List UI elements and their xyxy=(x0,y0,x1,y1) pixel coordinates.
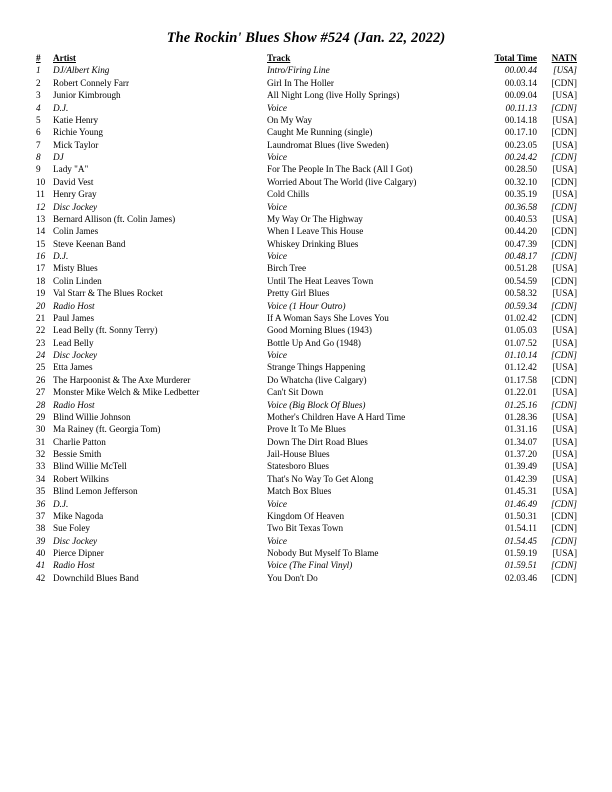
total-time-cell: 01.17.58 xyxy=(504,374,537,385)
nationality-cell: [CDN] xyxy=(550,251,577,261)
artist-cell: Radio Host xyxy=(53,399,95,410)
track-number: 1 xyxy=(36,65,41,76)
track-cell: If A Woman Says She Loves You xyxy=(267,312,389,323)
total-time-cell: 00.40.53 xyxy=(504,213,537,224)
artist-cell: Colin Linden xyxy=(53,275,102,286)
track-cell: Voice (1 Hour Outro) xyxy=(267,300,346,311)
track-number: 40 xyxy=(36,548,46,558)
track-cell: Intro/Firing Line xyxy=(267,65,330,76)
playlist-table xyxy=(36,52,577,584)
track-cell: Birch Tree xyxy=(267,263,307,274)
nationality-cell: [CDN] xyxy=(551,275,577,286)
total-time-cell: 01.37.20 xyxy=(504,449,537,459)
total-time-cell: 01.07.52 xyxy=(504,337,537,348)
table-row xyxy=(36,139,577,151)
track-number: 19 xyxy=(36,288,46,299)
total-time-cell: 00.23.05 xyxy=(504,139,537,150)
table-row xyxy=(36,188,577,200)
nationality-cell: [USA] xyxy=(552,288,577,299)
artist-cell: Blind Lemon Jefferson xyxy=(53,486,138,497)
total-time-cell: 00.00.44 xyxy=(504,65,537,76)
table-row xyxy=(36,436,577,448)
track-cell: That's No Way To Get Along xyxy=(267,473,374,484)
artist-cell: Richie Young xyxy=(53,127,104,138)
track-number: 4 xyxy=(36,102,41,113)
artist-cell: D.J. xyxy=(53,102,69,113)
artist-cell: Downchild Blues Band xyxy=(53,572,139,583)
track-number: 39 xyxy=(36,535,46,546)
nationality-cell: [CDN] xyxy=(551,238,577,249)
table-row xyxy=(36,386,577,398)
table-row xyxy=(36,275,577,287)
nationality-cell: [CDN] xyxy=(551,510,577,521)
track-cell: Voice xyxy=(267,251,287,261)
track-number: 31 xyxy=(36,436,46,447)
total-time-cell: 00.44.20 xyxy=(504,226,537,237)
artist-cell: Pierce Dipner xyxy=(53,548,104,558)
total-time-cell: 00.54.59 xyxy=(504,275,537,286)
track-number: 8 xyxy=(36,152,41,162)
table-row xyxy=(36,312,577,324)
nationality-cell: [CDN] xyxy=(550,102,577,113)
artist-cell: Steve Keenan Band xyxy=(53,238,126,249)
table-row xyxy=(36,114,577,126)
track-cell: Girl In The Holler xyxy=(267,77,334,88)
total-time-cell: 01.46.49 xyxy=(504,498,537,509)
track-number: 3 xyxy=(36,90,41,101)
total-time-cell: 01.42.39 xyxy=(504,473,537,484)
artist-cell: Sue Foley xyxy=(53,523,91,534)
table-row xyxy=(36,287,577,299)
total-time-cell: 00.59.34 xyxy=(504,300,537,311)
artist-cell: Lead Belly xyxy=(53,337,94,348)
track-cell: For The People In The Back (All I Got) xyxy=(267,164,413,175)
artist-cell: Katie Henry xyxy=(53,114,99,125)
playlist-rows xyxy=(36,64,577,584)
track-cell: Strange Things Happening xyxy=(267,362,366,373)
artist-cell: Paul James xyxy=(53,312,95,323)
total-time-cell: 00.09.04 xyxy=(504,90,537,101)
track-cell: Can't Sit Down xyxy=(267,387,324,398)
column-header-total-time: Total Time xyxy=(494,53,537,63)
track-number: 27 xyxy=(36,387,46,398)
table-row xyxy=(36,163,577,175)
track-cell: Nobody But Myself To Blame xyxy=(267,548,379,558)
artist-cell: Disc Jockey xyxy=(53,350,98,360)
total-time-cell: 01.28.36 xyxy=(504,411,537,422)
artist-cell: Radio Host xyxy=(53,560,95,571)
track-cell: Caught Me Running (single) xyxy=(267,127,373,138)
track-cell: Voice xyxy=(267,498,287,509)
total-time-cell: 00.11.13 xyxy=(505,102,537,113)
artist-cell: Radio Host xyxy=(53,300,95,311)
table-row xyxy=(36,361,577,373)
artist-cell: Colin James xyxy=(53,226,99,237)
track-cell: On My Way xyxy=(267,114,313,125)
nationality-cell: [USA] xyxy=(552,362,577,373)
table-row xyxy=(36,535,577,547)
artist-cell: D.J. xyxy=(53,498,69,509)
artist-cell: Val Starr & The Blues Rocket xyxy=(53,288,163,299)
artist-cell: Mike Nagoda xyxy=(53,510,104,521)
table-header-row xyxy=(36,52,577,64)
track-number: 11 xyxy=(36,189,45,200)
track-number: 2 xyxy=(36,77,41,88)
nationality-cell: [USA] xyxy=(552,548,577,558)
nationality-cell: [CDN] xyxy=(550,350,577,360)
track-number: 41 xyxy=(36,560,46,571)
track-cell: You Don't Do xyxy=(267,572,318,583)
table-row xyxy=(36,89,577,101)
table-row xyxy=(36,77,577,89)
track-cell: Voice (The Final Vinyl) xyxy=(267,560,353,571)
page-title: The Rockin' Blues Show #524 (Jan. 22, 2022) xyxy=(166,30,446,46)
artist-cell: Ma Rainey (ft. Georgia Tom) xyxy=(53,424,161,435)
total-time-cell: 00.24.42 xyxy=(504,152,537,162)
total-time-cell: 00.17.10 xyxy=(504,127,537,138)
total-time-cell: 01.59.19 xyxy=(504,548,537,558)
total-time-cell: 01.10.14 xyxy=(504,350,537,360)
nationality-cell: [USA] xyxy=(552,164,577,175)
table-row xyxy=(36,151,577,163)
nationality-cell: [USA] xyxy=(552,139,577,150)
track-cell: Prove It To Me Blues xyxy=(267,424,346,435)
table-row xyxy=(36,423,577,435)
nationality-cell: [USA] xyxy=(552,473,577,484)
column-header-number: # xyxy=(36,53,41,63)
nationality-cell: [USA] xyxy=(552,337,577,348)
total-time-cell: 00.36.58 xyxy=(504,201,537,212)
track-number: 5 xyxy=(36,114,41,125)
track-number: 16 xyxy=(36,251,46,261)
track-number: 38 xyxy=(36,523,46,534)
track-number: 23 xyxy=(36,337,46,348)
track-cell: Until The Heat Leaves Town xyxy=(267,275,374,286)
track-cell: Mother's Children Have A Hard Time xyxy=(267,411,406,422)
track-cell: All Night Long (live Holly Springs) xyxy=(267,90,400,101)
nationality-cell: [CDN] xyxy=(551,226,577,237)
track-cell: Cold Chills xyxy=(267,189,310,200)
track-number: 18 xyxy=(36,275,46,286)
nationality-cell: [CDN] xyxy=(550,498,577,509)
track-cell: Statesboro Blues xyxy=(267,461,330,472)
table-row xyxy=(36,262,577,274)
artist-cell: Charlie Patton xyxy=(53,436,106,447)
total-time-cell: 00.51.28 xyxy=(504,263,537,274)
nationality-cell: [CDN] xyxy=(551,312,577,323)
track-number: 28 xyxy=(36,399,46,410)
table-row xyxy=(36,485,577,497)
nationality-cell: [USA] xyxy=(553,65,577,76)
artist-cell: Bessie Smith xyxy=(53,449,102,459)
table-row xyxy=(36,411,577,423)
track-cell: Two Bit Texas Town xyxy=(267,523,344,534)
track-cell: Voice xyxy=(267,152,287,162)
artist-cell: Disc Jockey xyxy=(53,201,98,212)
nationality-cell: [USA] xyxy=(552,461,577,472)
artist-cell: Blind Willie Johnson xyxy=(53,411,131,422)
track-number: 14 xyxy=(36,226,46,237)
table-row xyxy=(36,399,577,411)
table-row xyxy=(36,250,577,262)
track-cell: Bottle Up And Go (1948) xyxy=(267,337,361,348)
total-time-cell: 00.35.19 xyxy=(504,189,537,200)
track-number: 34 xyxy=(36,473,46,484)
total-time-cell: 01.05.03 xyxy=(504,325,537,336)
table-row xyxy=(36,213,577,225)
table-row xyxy=(36,572,577,584)
track-number: 15 xyxy=(36,238,46,249)
nationality-cell: [CDN] xyxy=(551,77,577,88)
nationality-cell: [CDN] xyxy=(550,300,577,311)
track-number: 6 xyxy=(36,127,41,138)
nationality-cell: [USA] xyxy=(552,411,577,422)
table-row xyxy=(36,473,577,485)
artist-cell: DJ/Albert King xyxy=(53,65,110,76)
column-header-track: Track xyxy=(267,53,291,63)
total-time-cell: 01.12.42 xyxy=(504,362,537,373)
total-time-cell: 00.28.50 xyxy=(504,164,537,175)
table-row xyxy=(36,176,577,188)
artist-cell: Junior Kimbrough xyxy=(53,90,121,101)
artist-cell: Bernard Allison (ft. Colin James) xyxy=(53,213,176,224)
nationality-cell: [CDN] xyxy=(551,523,577,534)
total-time-cell: 00.14.18 xyxy=(504,114,537,125)
total-time-cell: 00.48.17 xyxy=(504,251,537,261)
track-number: 37 xyxy=(36,510,46,521)
track-cell: Voice xyxy=(267,102,287,113)
nationality-cell: [USA] xyxy=(552,424,577,435)
total-time-cell: 01.25.16 xyxy=(504,399,537,410)
total-time-cell: 01.54.11 xyxy=(505,523,537,534)
track-number: 17 xyxy=(36,263,46,274)
track-number: 10 xyxy=(36,176,46,187)
nationality-cell: [USA] xyxy=(552,90,577,101)
table-row xyxy=(36,201,577,213)
nationality-cell: [CDN] xyxy=(550,535,577,546)
nationality-cell: [CDN] xyxy=(551,572,577,583)
artist-cell: Blind Willie McTell xyxy=(53,461,127,472)
column-header-artist: Artist xyxy=(53,53,76,63)
track-cell: Good Morning Blues (1943) xyxy=(267,325,372,336)
track-number: 12 xyxy=(36,201,46,212)
track-number: 26 xyxy=(36,374,46,385)
total-time-cell: 01.31.16 xyxy=(504,424,537,435)
table-row xyxy=(36,337,577,349)
table-row xyxy=(36,102,577,114)
track-number: 21 xyxy=(36,312,46,323)
artist-cell: Lead Belly (ft. Sonny Terry) xyxy=(53,325,158,336)
table-row xyxy=(36,225,577,237)
track-number: 32 xyxy=(36,449,46,459)
table-row xyxy=(36,349,577,361)
table-row xyxy=(36,498,577,510)
column-header-nationality: NATN xyxy=(551,53,577,63)
track-cell: Voice (Big Block Of Blues) xyxy=(267,399,366,410)
artist-cell: The Harpoonist & The Axe Murderer xyxy=(53,374,191,385)
table-row xyxy=(36,64,577,76)
track-number: 25 xyxy=(36,362,46,373)
nationality-cell: [USA] xyxy=(552,263,577,274)
total-time-cell: 02.03.46 xyxy=(504,572,537,583)
track-cell: Voice xyxy=(267,535,287,546)
table-row xyxy=(36,547,577,559)
artist-cell: Mick Taylor xyxy=(53,139,99,150)
track-cell: Voice xyxy=(267,201,287,212)
track-cell: When I Leave This House xyxy=(267,226,364,237)
track-number: 35 xyxy=(36,486,46,497)
total-time-cell: 01.02.42 xyxy=(504,312,537,323)
track-cell: Voice xyxy=(267,350,287,360)
total-time-cell: 01.22.01 xyxy=(504,387,537,398)
track-number: 33 xyxy=(36,461,46,472)
table-row xyxy=(36,374,577,386)
track-number: 13 xyxy=(36,213,46,224)
table-row xyxy=(36,324,577,336)
table-row xyxy=(36,448,577,460)
track-cell: Jail-House Blues xyxy=(267,449,330,459)
track-cell: Laundromat Blues (live Sweden) xyxy=(267,139,389,150)
nationality-cell: [CDN] xyxy=(550,560,577,571)
nationality-cell: [USA] xyxy=(552,486,577,497)
total-time-cell: 00.58.32 xyxy=(504,288,537,299)
table-row xyxy=(36,559,577,571)
total-time-cell: 01.50.31 xyxy=(504,510,537,521)
artist-cell: Monster Mike Welch & Mike Ledbetter xyxy=(53,387,200,398)
nationality-cell: [CDN] xyxy=(551,176,577,187)
total-time-cell: 01.34.07 xyxy=(504,436,537,447)
track-cell: Down The Dirt Road Blues xyxy=(267,436,368,447)
track-cell: Pretty Girl Blues xyxy=(267,288,330,299)
track-number: 22 xyxy=(36,325,46,336)
artist-cell: DJ xyxy=(53,152,64,162)
nationality-cell: [USA] xyxy=(552,387,577,398)
total-time-cell: 01.39.49 xyxy=(504,461,537,472)
total-time-cell: 01.59.51 xyxy=(504,560,537,571)
total-time-cell: 00.47.39 xyxy=(504,238,537,249)
artist-cell: Misty Blues xyxy=(53,263,98,274)
track-number: 36 xyxy=(36,498,46,509)
nationality-cell: [USA] xyxy=(552,213,577,224)
track-number: 24 xyxy=(36,350,46,360)
track-number: 7 xyxy=(36,139,41,150)
artist-cell: Henry Gray xyxy=(53,189,97,200)
track-cell: Match Box Blues xyxy=(267,486,332,497)
artist-cell: Lady "A" xyxy=(53,164,89,175)
table-row xyxy=(36,238,577,250)
artist-cell: Robert Wilkins xyxy=(53,473,109,484)
total-time-cell: 01.54.45 xyxy=(504,535,537,546)
artist-cell: David Vest xyxy=(53,176,94,187)
nationality-cell: [USA] xyxy=(552,189,577,200)
track-cell: Whiskey Drinking Blues xyxy=(267,238,359,249)
track-number: 9 xyxy=(36,164,41,175)
nationality-cell: [USA] xyxy=(552,449,577,459)
table-row xyxy=(36,300,577,312)
artist-cell: Etta James xyxy=(53,362,93,373)
nationality-cell: [CDN] xyxy=(551,127,577,138)
total-time-cell: 00.32.10 xyxy=(504,176,537,187)
nationality-cell: [CDN] xyxy=(550,399,577,410)
nationality-cell: [CDN] xyxy=(551,374,577,385)
total-time-cell: 01.45.31 xyxy=(504,486,537,497)
track-number: 42 xyxy=(36,572,46,583)
table-row xyxy=(36,522,577,534)
nationality-cell: [CDN] xyxy=(550,201,577,212)
table-row xyxy=(36,460,577,472)
track-cell: My Way Or The Highway xyxy=(267,213,363,224)
table-row xyxy=(36,126,577,138)
artist-cell: Disc Jockey xyxy=(53,535,98,546)
track-cell: Worried About The World (live Calgary) xyxy=(267,176,417,187)
nationality-cell: [USA] xyxy=(552,436,577,447)
total-time-cell: 00.03.14 xyxy=(504,77,537,88)
track-number: 30 xyxy=(36,424,46,435)
track-number: 20 xyxy=(36,300,46,311)
table-row xyxy=(36,510,577,522)
artist-cell: Robert Connely Farr xyxy=(53,77,130,88)
track-cell: Do Whatcha (live Calgary) xyxy=(267,374,367,385)
artist-cell: D.J. xyxy=(53,251,69,261)
nationality-cell: [CDN] xyxy=(550,152,577,162)
nationality-cell: [USA] xyxy=(552,114,577,125)
nationality-cell: [USA] xyxy=(552,325,577,336)
track-cell: Kingdom Of Heaven xyxy=(267,510,345,521)
track-number: 29 xyxy=(36,411,46,422)
